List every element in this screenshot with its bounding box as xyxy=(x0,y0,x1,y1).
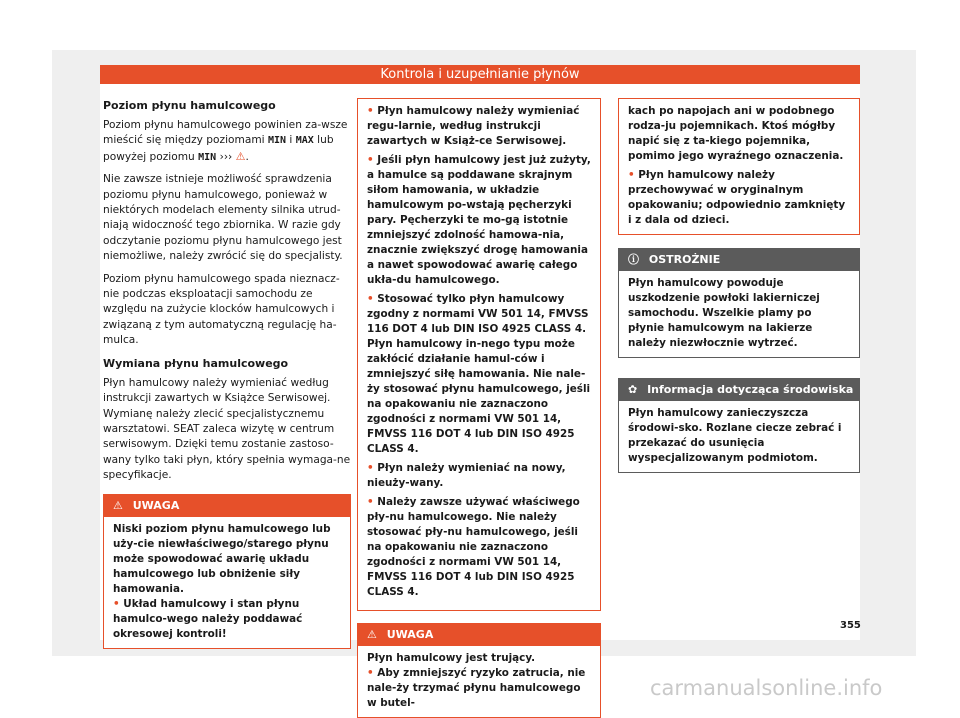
warning-text: Płyn hamulcowy jest trujący. xyxy=(367,652,536,664)
reference-arrows: ››› xyxy=(219,150,233,163)
list-item: • Jeśli płyn hamulcowy jest już zużyty, a hamulce są poddawane skrajnym siłom hamowania, w układzie hamulcowym po-wstają pęcherzyki pary. Pęcherzyki te mo-gą istotnie zmniejszyć zdolność hamowa-nia, znacznie zwiększyć drogę hamowania a nawet spowodować awarię całego ukła-du hamulcowego. xyxy=(367,154,591,286)
bullet-icon: • xyxy=(367,293,374,305)
min-label-2: MIN xyxy=(198,151,217,163)
bullet-icon: • xyxy=(367,105,374,117)
continued-text: kach po napojach ani w podobnego rodza-ju pojemnikach. Ktoś mógłby napić się z ta-kiego pojemnika, pomimo jego wyraźnego oznaczenia. xyxy=(628,105,844,162)
list-item: • Należy zawsze używać właściwego pły-nu hamulcowego. Nie należy stosować pły-nu hamulcowego, jeśli na opakowaniu nie zaznaczono zgodności z normami VW 501 14, FMVSS 116 DOT 4 lub DIN ISO 4925 CLASS 4. xyxy=(367,496,580,598)
warning-body xyxy=(358,646,600,717)
bullet-icon: • xyxy=(367,496,374,508)
info-circle-icon: ⓘ xyxy=(628,253,639,266)
warning-bullets xyxy=(358,99,600,610)
warning-box-continued-2 xyxy=(618,98,860,235)
warning-box-poison xyxy=(357,623,601,718)
list-item: • Płyn hamulcowy należy wymieniać regu-larnie, według instrukcji zawartych w Książ-ce Serwisowej. xyxy=(367,105,580,147)
warning-box xyxy=(103,494,351,649)
watermark: carmanualsonline.info xyxy=(650,676,883,700)
warning-bullet: • Płyn hamulcowy należy przechowywać w oryginalnym opakowaniu; odpowiednio zamknięty i z dala od dzieci. xyxy=(628,169,846,226)
warning-body xyxy=(619,99,859,234)
bullet-icon: • xyxy=(367,667,374,679)
bullet-icon: • xyxy=(367,154,374,166)
warning-header: ⚠ UWAGA xyxy=(104,495,350,517)
bullet-icon: • xyxy=(367,462,374,474)
max-label: MAX xyxy=(295,135,314,147)
column-1 xyxy=(103,98,351,649)
page-header xyxy=(100,65,860,84)
column-3 xyxy=(618,98,860,473)
warning-body xyxy=(104,517,350,648)
warning-bullet: • Układ hamulcowy i stan płynu hamulco-wego należy poddawać okresowej kontroli! xyxy=(113,597,303,640)
paragraph-level-drop: Poziom płynu hamulcowego spada nieznacz-nie podczas eksploatacji samochodu ze względu na zużycie klocków hamulcowych i związaną z tym automatyczną regulację ha-mulca. xyxy=(103,272,340,347)
warning-triangle-icon: ⚠ xyxy=(113,498,123,512)
environment-body: Płyn hamulcowy zanieczyszcza środowi-sko. Rozlane ciecze zebrać i przekazać do usunięcia wyspecjalizowanym podmiotom. xyxy=(628,407,842,464)
page-title: Kontrola i uzupełnianie płynów xyxy=(380,67,580,82)
warning-text: Niski poziom płynu hamulcowego lub uży-cie niewłaściwego/starego płynu może spowodować awarię układu hamulcowego lub obniżenie siły hamowania. xyxy=(113,522,331,595)
paragraph-level: Poziom płynu hamulcowego powinien za-wsze mieścić się między poziomami MIN i MAX lub powyżej poziomu MIN ››› ⚠. xyxy=(103,119,348,163)
warning-header: ⚠ UWAGA xyxy=(358,624,600,646)
column-2 xyxy=(357,98,601,718)
section-title-level: Poziom płynu hamulcowego xyxy=(103,99,276,112)
caution-box xyxy=(618,248,860,358)
paragraph-replacement: Płyn hamulcowy należy wymieniać według instrukcji zawartych w Książce Serwisowej. Wymianę należy zlecić specjalistycznemu warsztatowi. SEAT zaleca wizytę w centrum serwisowym. Dzięki temu zostanie zastoso-wany tylko taki płyn, który spełnia wymaga-ne specyfikacje. xyxy=(103,376,351,482)
environment-box xyxy=(618,378,860,473)
list-item: • Płyn należy wymieniać na nowy, nieuży-wany. xyxy=(367,462,566,489)
warning-bullet: • Aby zmniejszyć ryzyko zatrucia, nie nale-ży trzymać płynu hamulcowego w butel- xyxy=(367,667,586,709)
page-number: 355 xyxy=(840,620,861,631)
environment-flower-icon: ✿ xyxy=(628,383,638,396)
warning-triangle-icon: ⚠ xyxy=(235,149,246,163)
section-title-replacement: Wymiana płynu hamulcowego xyxy=(103,356,289,370)
bullet-icon: • xyxy=(113,597,120,610)
caution-body: Płyn hamulcowy powoduje uszkodzenie powłoki lakierniczej samochodu. Wszelkie plamy po płynie hamulcowym na lakierze należy niezwłocznie wytrzeć. xyxy=(628,277,820,349)
caution-header: ⓘ OSTROŻNIE xyxy=(619,249,859,271)
warning-box-continued xyxy=(357,98,601,611)
paragraph-visibility: Nie zawsze istnieje możliwość sprawdzenia poziomu płynu hamulcowego, ponieważ w niektórych modelach elementy silnika utrud-niają widoczność tego zbiornika. W razie gdy odczytanie poziomu płynu hamulcowego jest niemożliwe, należy zwrócić się do specjalisty. xyxy=(103,173,343,263)
min-label: MIN xyxy=(267,135,287,147)
warning-triangle-icon: ⚠ xyxy=(367,628,377,641)
list-item: • Stosować tylko płyn hamulcowy zgodny z normami VW 501 14, FMVSS 116 DOT 4 lub DIN ISO 4925 CLASS 4. Płyn hamulcowy in-nego typu może zakłócić działanie hamul-ców i zmniejszyć siłę hamowania. Nie nale-ży stosować płynu hamulcowego, jeśli na opakowaniu nie zaznaczono zgodności z normami VW 501 14, FMVSS 116 DOT 4 lub DIN ISO 4925 CLASS 4. xyxy=(367,293,591,455)
bullet-icon: • xyxy=(628,169,635,181)
environment-header: ✿ Informacja dotycząca środowiska xyxy=(619,379,859,401)
